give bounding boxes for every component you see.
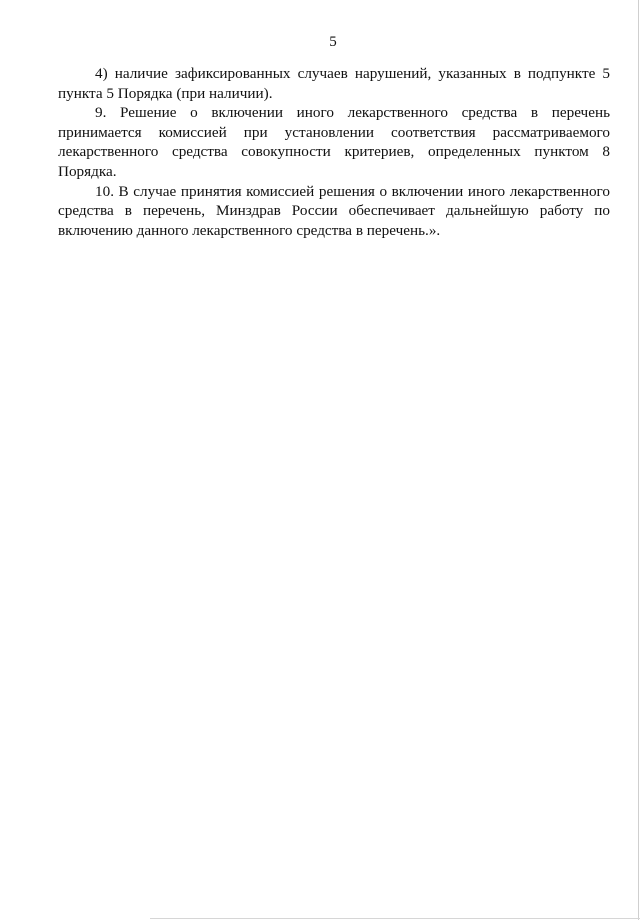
page-number: 5 [329,34,337,50]
scan-edge-bottom [150,918,640,919]
scan-edge-right [638,0,639,920]
document-body [58,64,610,240]
paragraph-item-10: 10. В случае принятия комиссией решения о включении иного лекарственного средства в перечень, Минздрав России обеспечивает дальнейшую работу по включению данного лекарственного средства в перечень.». [58,182,610,239]
paragraph-item-9: 9. Решение о включении иного лекарственного средства в перечень принимается комиссией при установлении соответствия рассматриваемого лекарственного средства совокупности критериев, определенных пунктом 8 Порядка. [58,104,610,180]
paragraph-subitem-4: 4) наличие зафиксированных случаев нарушений, указанных в подпункте 5 пункта 5 Порядка (при наличии). [58,65,610,102]
